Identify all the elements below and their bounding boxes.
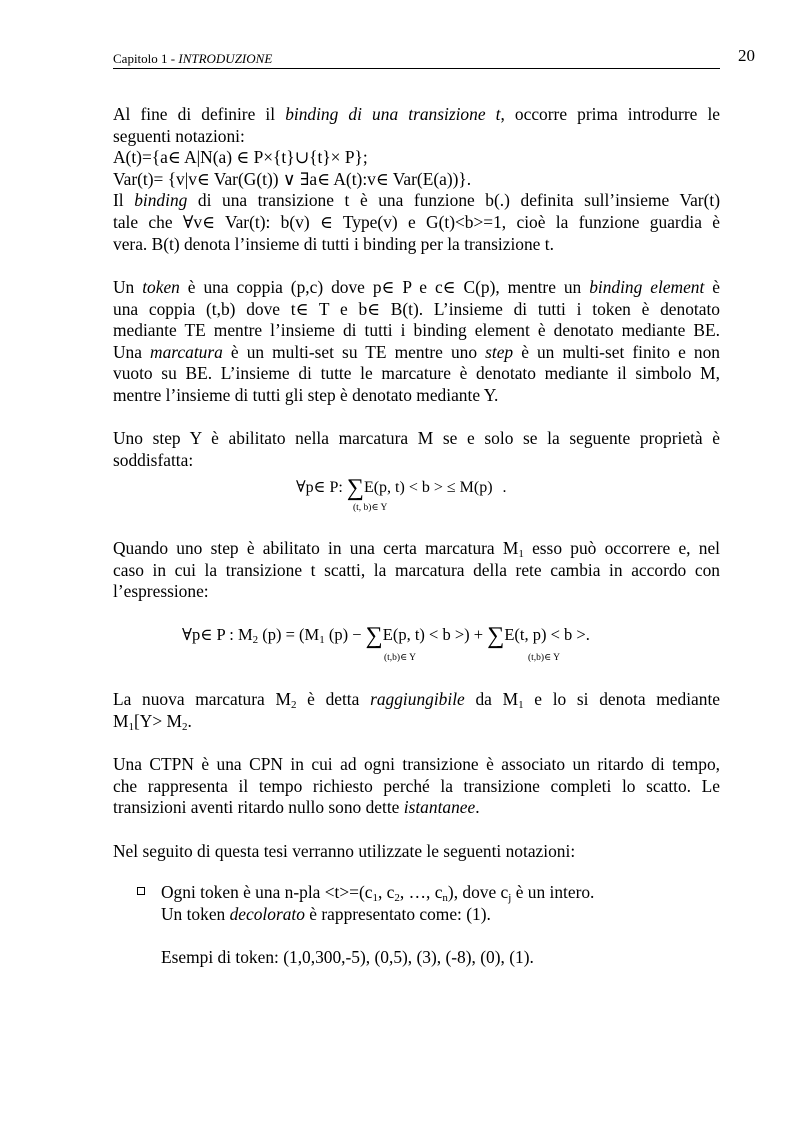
text-line: Al fine di definire il binding di una transizione t, occorre prima introdurre le <box>113 104 720 124</box>
summation-index: (t,b)∈ Y <box>528 653 561 663</box>
list-item-decolored-token: Un token decolorato è rappresentato come: (1). <box>161 904 491 924</box>
paragraph-step-enabled <box>113 428 720 471</box>
text-line: A(t)={a∈ A|N(a) ∈ P×{t}∪{t}× P}; <box>113 147 368 168</box>
formula-body: E(p, t) < b > ≤ M(p) <box>363 479 493 496</box>
text-line: transizioni aventi ritardo nullo sono dette istantanee. <box>113 797 480 818</box>
paragraph-binding-definition <box>113 104 720 255</box>
text-line: Uno step Y è abilitato nella marcatura M se e solo se la seguente proprietà è <box>113 428 720 448</box>
chapter-title: INTRODUZIONE <box>178 51 273 66</box>
summation-symbol: ∑ <box>487 623 505 649</box>
paragraph-occurrence <box>113 538 720 603</box>
text-line: Una CTPN è una CPN in cui ad ogni transizione è associato un ritardo di tempo, <box>113 754 720 774</box>
text-line: vuoto su BE. L’insieme di tutte le marcature è denotato mediante il simbolo M, <box>113 363 720 384</box>
paragraph-ctpn <box>113 754 720 819</box>
text-line: soddisfatta: <box>113 449 194 470</box>
text-line: mediante TE mentre l’insieme di tutti i binding element è denotato mediante BE. <box>113 320 720 341</box>
bullet-square-icon <box>137 887 145 895</box>
text-line: $M_1[Y> M_2$. <box>113 710 192 733</box>
text-line: caso in cui la transizione t scatti, la marcatura della rete cambia in accordo con <box>113 559 720 580</box>
summation-symbol: ∑ <box>346 475 364 501</box>
text-line: Una marcatura è un multi-set su TE mentre uno step è un multi-set finito e non <box>113 341 720 362</box>
text-line: che rappresenta il tempo richiesto perché la transizione completi lo scatto. Le <box>113 775 720 796</box>
text-line: l’espressione: <box>113 581 209 602</box>
paragraph-notations-intro <box>113 841 720 863</box>
list-item-token-examples: Esempi di token: (1,0,300,-5), (0,5), (3), (-8), (0), (1). <box>161 947 534 967</box>
text-line: Nel seguito di questa tesi verranno utilizzate le seguenti notazioni: <box>113 841 576 861</box>
text-line: mentre l’insieme di tutti gli step è denotato mediante Y. <box>113 384 499 405</box>
running-header <box>113 50 720 69</box>
text-line: Un token è una coppia (p,c) dove p∈ P e c∈ C(p), mentre un binding element è <box>113 277 720 297</box>
text-line: La nuova marcatura $M_2$ è detta raggiungibile da $M_1$ e lo si denota mediante <box>113 689 721 711</box>
text-line: tale che ∀v∈ Var(t): b(v) ∈ Type(v) e G(t)<b>=1, cioè la funzione guardia è <box>113 211 720 232</box>
paragraph-reachable <box>113 689 720 732</box>
chapter-prefix: Capitolo 1 - <box>113 51 179 66</box>
formula-end: . <box>502 479 507 496</box>
text-line: seguenti notazioni: <box>113 125 245 146</box>
summation-index: (t, b)∈ Y <box>353 503 388 513</box>
text-line: una coppia (t,b) dove t∈ T e b∈ B(t). L’insieme di tutti i token è denotato <box>113 298 720 319</box>
formula-left: ∀p∈ P: <box>296 479 343 496</box>
text-line: Quando uno step è abilitato in una certa marcatura $M_1$ esso può occorrere e, nel <box>113 538 720 560</box>
text-line: Var(t)= {v|v∈ Var(G(t)) ∨ ∃a∈ A(t):v∈ Var(E(a))}. <box>113 168 472 189</box>
paragraph-token-definition <box>113 277 720 407</box>
summation-symbol: ∑ <box>365 623 383 649</box>
formula-enabling-condition <box>296 472 507 499</box>
summation-index: (t,b)∈ Y <box>384 653 417 663</box>
text-line: vera. B(t) denota l’insieme di tutti i binding per la transizione t. <box>113 233 554 254</box>
text-line: Il binding di una transizione t è una funzione b(.) definita sull’insieme Var(t) <box>113 190 720 211</box>
page-number: 20 <box>738 46 755 65</box>
list-item-token-definition: Ogni token è una $n-pla <t>=(c_1$, $c_2$, …, $c_n$), dove $c_j$ è un intero. <box>161 882 595 904</box>
formula-marking-change: ∀p∈ P : $M_2$ $(p) = (M_1$ (p) − ∑E(p, t) < b >) + ∑E(t, p) < b >. <box>182 623 590 649</box>
